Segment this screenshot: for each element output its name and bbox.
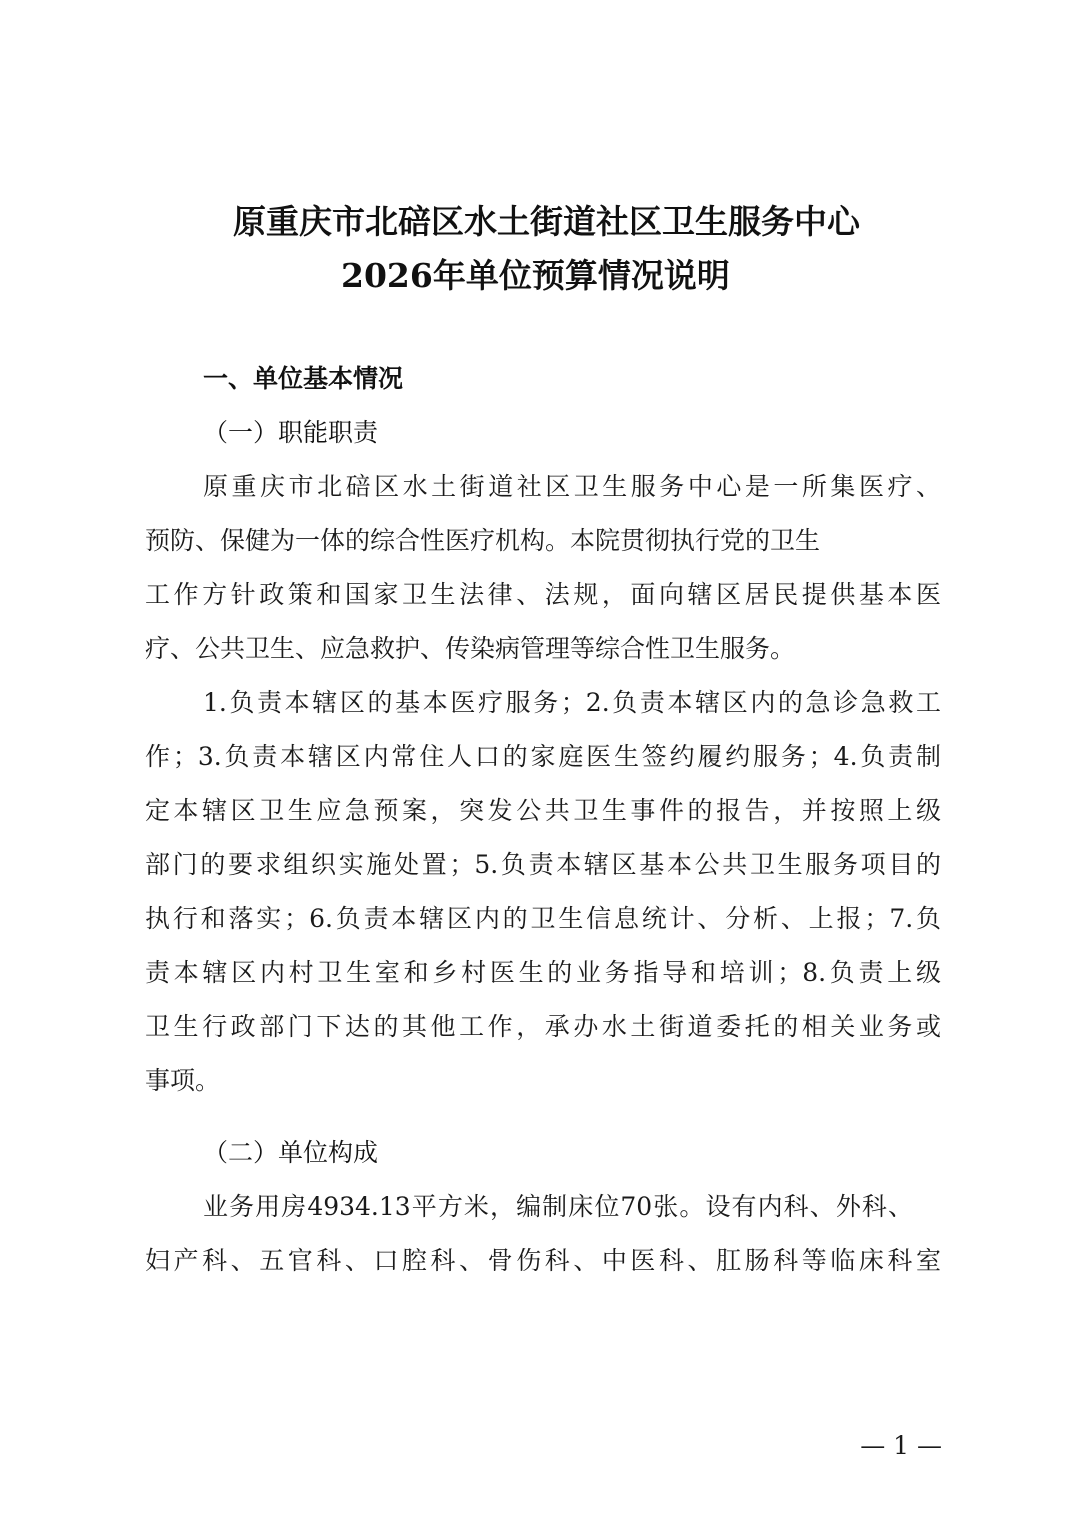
- paragraph-line: 作；3.负责本辖区内常住人口的家庭医生签约履约服务；4.负责制: [145, 742, 941, 771]
- paragraph-line: 卫生行政部门下达的其他工作，承办水土街道委托的相关业务或: [145, 1012, 941, 1041]
- paragraph-line: 1.负责本辖区的基本医疗服务；2.负责本辖区内的急诊急救工: [203, 688, 941, 717]
- paragraph-line: 部门的要求组织实施处置；5.负责本辖区基本公共卫生服务项目的: [145, 850, 941, 879]
- paragraph-line: 责本辖区内村卫生室和乡村医生的业务指导和培训；8.负责上级: [145, 958, 941, 987]
- section-heading-basic-info: 一、单位基本情况: [203, 364, 404, 393]
- paragraph-line: 定本辖区卫生应急预案，突发公共卫生事件的报告，并按照上级: [145, 796, 941, 825]
- document-title-line-2: 2026年单位预算情况说明: [341, 256, 730, 295]
- paragraph-line: 疗、公共卫生、应急救护、传染病管理等综合性卫生服务。: [145, 634, 796, 663]
- document-title-line-1: 原重庆市北碚区水土街道社区卫生服务中心: [233, 202, 860, 241]
- paragraph-line: 事项。: [145, 1066, 221, 1095]
- paragraph-line: 妇产科、五官科、口腔科、骨伤科、中医科、肛肠科等临床科室: [145, 1246, 941, 1275]
- paragraph-line: 业务用房4934.13平方米，编制床位70张。设有内科、外科、: [203, 1192, 913, 1221]
- subsection-heading-functions: （一）职能职责: [203, 418, 379, 447]
- paragraph-line: 预防、保健为一体的综合性医疗机构。本院贯彻执行党的卫生: [145, 526, 821, 555]
- paragraph-line: 原重庆市北碚区水土街道社区卫生服务中心是一所集医疗、: [203, 472, 941, 501]
- paragraph-line: 工作方针政策和国家卫生法律、法规，面向辖区居民提供基本医: [145, 580, 941, 609]
- page-number: — 1 —: [860, 1431, 942, 1460]
- paragraph-line: 执行和落实；6.负责本辖区内的卫生信息统计、分析、上报；7.负: [145, 904, 941, 933]
- subsection-heading-composition: （二）单位构成: [203, 1138, 379, 1167]
